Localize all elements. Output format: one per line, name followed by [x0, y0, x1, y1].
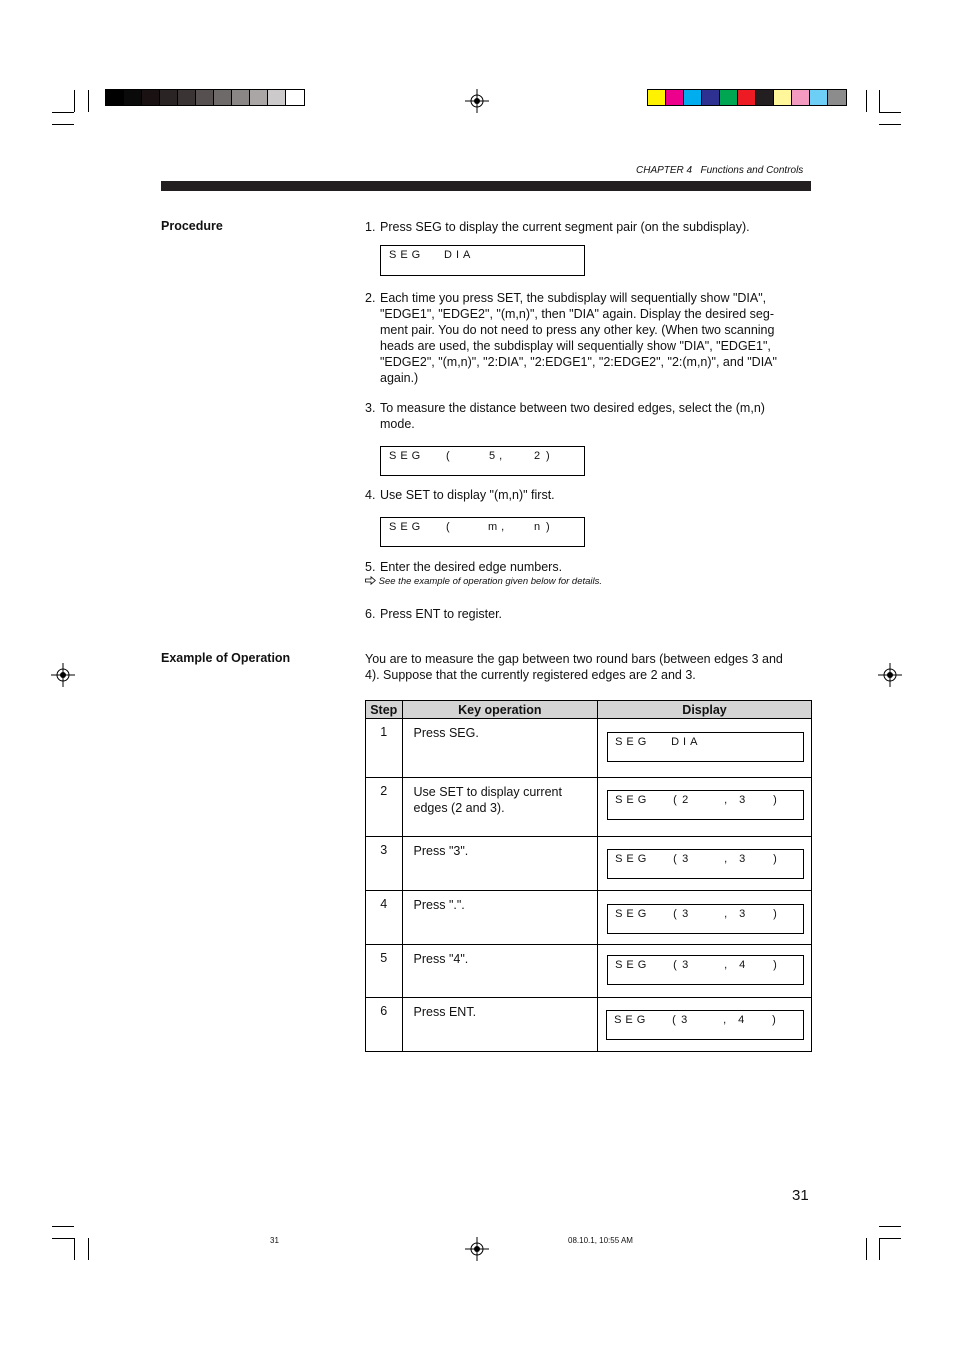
crop-mark [52, 1238, 74, 1239]
color-swatch [160, 90, 178, 105]
reference-note: See the example of operation given below for details. [365, 576, 602, 587]
color-calibration-bar [647, 89, 847, 106]
procedure-label: Procedure [161, 219, 223, 233]
crop-mark [879, 112, 901, 113]
registration-mark-icon [878, 663, 902, 687]
display-readout: SEG DIA [607, 732, 804, 762]
operation-table [365, 700, 812, 1052]
crop-mark [74, 90, 75, 112]
chapter-number: CHAPTER 4 [636, 165, 693, 176]
header-display: Display [598, 701, 812, 719]
color-swatch [666, 90, 684, 105]
color-swatch [250, 90, 268, 105]
color-swatch [268, 90, 286, 105]
crop-mark [866, 90, 867, 112]
color-swatch [214, 90, 232, 105]
crop-mark [879, 124, 901, 125]
header-key-operation: Key operation [402, 701, 598, 719]
example-label: Example of Operation [161, 651, 291, 665]
crop-mark [879, 1238, 901, 1239]
page-number: 31 [792, 1187, 809, 1204]
color-swatch [828, 90, 846, 105]
arrow-right-icon [365, 576, 376, 585]
table-header-row [366, 701, 812, 719]
table-row: 4 Press ".". SEG ( 3 , 3 ) [366, 891, 812, 945]
gray-color-bar [105, 89, 305, 106]
footer-timestamp: 08.10.1, 10:55 AM [568, 1236, 633, 1245]
color-swatch [124, 90, 142, 105]
table-row: 5 Press "4". SEG ( 3 , 4 ) [366, 945, 812, 998]
table-row: 1 Press SEG. SEG DIA [366, 719, 812, 778]
display-readout: SEG ( 3 , 4 ) [607, 955, 804, 985]
color-swatch [702, 90, 720, 105]
footer-page-ref: 31 [270, 1236, 279, 1245]
color-swatch [142, 90, 160, 105]
crop-mark [879, 90, 880, 112]
color-swatch [684, 90, 702, 105]
table-row: 3 Press "3". SEG ( 3 , 3 ) [366, 837, 812, 891]
procedure-step: 1. Press SEG to display the current segment pair (on the subdisplay). [365, 220, 750, 234]
display-readout: SEG ( 3 , 3 ) [607, 904, 804, 934]
chapter-header [636, 165, 803, 176]
display-readout: SEG ( 2 , 3 ) [607, 790, 804, 820]
color-swatch [792, 90, 810, 105]
example-intro: You are to measure the gap between two round bars (between edges 3 and 4). Suppose that the currently registered edges are 2 and 3. [365, 652, 783, 682]
color-swatch [774, 90, 792, 105]
crop-mark [866, 1238, 867, 1260]
color-swatch [232, 90, 250, 105]
crop-mark [74, 1238, 75, 1260]
color-swatch [810, 90, 828, 105]
color-swatch [106, 90, 124, 105]
crop-mark [52, 124, 74, 125]
display-readout: SEG ( 3 , 4 ) [606, 1010, 804, 1040]
table-row: 2 Use SET to display current edges (2 and 3). SEG ( 2 , 3 ) [366, 778, 812, 837]
color-swatch [286, 90, 304, 105]
crop-mark [52, 1226, 74, 1227]
chapter-title: Functions and Controls [700, 165, 804, 176]
color-swatch [178, 90, 196, 105]
procedure-step: 6. Press ENT to register. [365, 607, 503, 621]
crop-mark [88, 90, 89, 112]
color-swatch [756, 90, 774, 105]
procedure-step: 2. Each time you press SET, the subdisplay will sequentially show "DIA", "EDGE1", "EDGE2", "(m,n)", then "DIA" again. Display the desired seg- ment pair. You do not need to press any other key. (When two scanning heads are used, the subdisplay will sequentially show "DIA", "EDGE1", "EDGE2", "(m,n)", "2:DIA", "2:EDGE1", "2:EDGE2", "2:(m,n)", and "DIA" again.) [365, 291, 777, 385]
subdisplay-seg-m-n: SEG ( m, n ) [380, 517, 585, 547]
subdisplay-seg-dia: SEG DIA [380, 245, 585, 276]
subdisplay-seg-5-2: SEG ( 5, 2 ) [380, 446, 585, 476]
crop-mark [879, 1226, 901, 1227]
color-swatch [738, 90, 756, 105]
color-swatch [720, 90, 738, 105]
crop-mark [879, 1238, 880, 1260]
crop-mark [88, 1238, 89, 1260]
registration-mark-icon [465, 1237, 489, 1261]
color-swatch [196, 90, 214, 105]
procedure-step: 4. Use SET to display "(m,n)" first. [365, 488, 555, 502]
registration-mark-icon [51, 663, 75, 687]
color-swatch [648, 90, 666, 105]
registration-mark-icon [465, 89, 489, 113]
display-readout: SEG ( 3 , 3 ) [607, 849, 804, 879]
procedure-step: 5. Enter the desired edge numbers. [365, 560, 563, 574]
crop-mark [52, 112, 74, 113]
table-row: 6 Press ENT. SEG ( 3 , 4 ) [366, 998, 812, 1052]
header-step: Step [366, 701, 403, 719]
procedure-step: 3. To measure the distance between two desired edges, select the (m,n) mode. [365, 401, 765, 431]
header-rule [161, 181, 811, 191]
